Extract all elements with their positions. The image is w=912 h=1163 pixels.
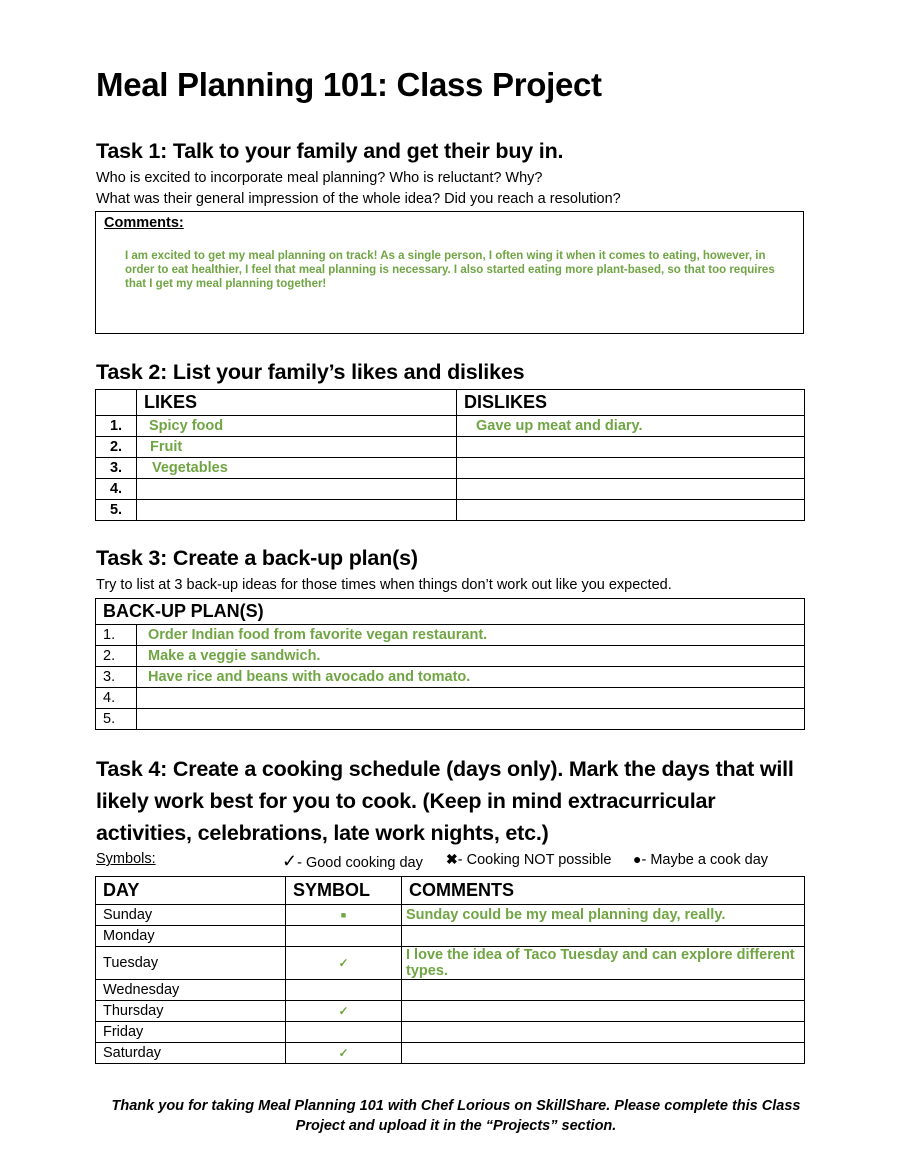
like-cell: Fruit (137, 437, 457, 458)
plan-cell: Have rice and beans with avocado and tomato. (137, 667, 805, 688)
table-row (96, 437, 805, 458)
cross-icon: ✖ (446, 851, 458, 867)
symbol-cell (286, 1022, 402, 1043)
backup-plans-table (95, 598, 805, 730)
comments-label: Comments: (104, 215, 184, 231)
task4-heading: Task 4: Create a cooking schedule (days only). Mark the days that will likely work best for you to cook. (Keep in mind extracurricular activities, celebrations, late work nights, etc.) (96, 757, 794, 845)
table-row (96, 709, 805, 730)
header-day: DAY (96, 877, 286, 905)
table-row (96, 1022, 805, 1043)
legend-maybe-text: - Maybe a cook day (641, 852, 769, 868)
plan-cell: Make a veggie sandwich. (137, 646, 805, 667)
dislike-cell (457, 500, 805, 521)
footer-note: Thank you for taking Meal Planning 101 with Chef Lorious on SkillShare. Please complete this Class Project and upload it in the “Projects” section. (111, 1098, 801, 1134)
legend-good-text: - Good cooking day (297, 855, 423, 871)
comment-cell: Sunday could be my meal planning day, really. (402, 905, 805, 926)
symbol-cell: ✓ (286, 1001, 402, 1022)
table-row (96, 416, 805, 437)
row-number: 3. (96, 458, 137, 479)
dislike-cell: Gave up meat and diary. (457, 416, 805, 437)
symbol-cell: ✓ (286, 947, 402, 980)
like-cell: Vegetables (137, 458, 457, 479)
table-header-row (96, 390, 805, 416)
header-comments: COMMENTS (402, 877, 805, 905)
task3-instruction: Try to list at 3 back-up ideas for those times when things don’t work out like you expected. (96, 577, 672, 593)
legend-not (446, 851, 611, 868)
comment-cell (402, 1043, 805, 1064)
day-cell: Sunday (96, 905, 286, 926)
table-row (96, 1001, 805, 1022)
table-row (96, 667, 805, 688)
dislike-cell (457, 458, 805, 479)
like-cell (137, 479, 457, 500)
task1-comments-box (95, 211, 804, 334)
row-number: 5. (96, 500, 137, 521)
symbols-label: Symbols: (96, 851, 156, 867)
header-num-cell (96, 390, 137, 416)
row-number: 3. (96, 667, 137, 688)
header-dislikes: DISLIKES (457, 390, 805, 416)
table-row (96, 688, 805, 709)
comment-cell: I love the idea of Taco Tuesday and can explore different types. (402, 947, 805, 980)
table-row (96, 947, 805, 980)
header-likes: LIKES (137, 390, 457, 416)
plan-cell (137, 688, 805, 709)
comment-cell (402, 980, 805, 1001)
day-cell: Tuesday (96, 947, 286, 980)
row-number: 4. (96, 688, 137, 709)
legend-not-text: - Cooking NOT possible (457, 852, 612, 868)
row-number: 5. (96, 709, 137, 730)
day-cell: Thursday (96, 1001, 286, 1022)
like-cell (137, 500, 457, 521)
header-backup-plans: BACK-UP PLAN(S) (96, 599, 805, 625)
task1-heading: Task 1: Talk to your family and get their buy in. (96, 139, 564, 163)
table-header-row (96, 877, 805, 905)
comment-cell (402, 1001, 805, 1022)
row-number: 4. (96, 479, 137, 500)
checkmark-icon: ✓ (282, 851, 298, 871)
legend-maybe (633, 851, 768, 868)
likes-dislikes-table (95, 389, 805, 521)
row-number: 2. (96, 437, 137, 458)
table-row (96, 625, 805, 646)
day-cell: Saturday (96, 1043, 286, 1064)
symbol-cell: ✓ (286, 1043, 402, 1064)
header-symbol: SYMBOL (286, 877, 402, 905)
table-row (96, 1043, 805, 1064)
symbol-cell: ■ (286, 905, 402, 926)
plan-cell (137, 709, 805, 730)
table-row (96, 646, 805, 667)
comments-text: I am excited to get my meal planning on track! As a single person, I often wing it when it comes to eating, however, in order to eat healthier, I feel that meal planning is necessary. I also started eating more plant-based, so that too requires that I get my meal planning together! (125, 250, 775, 290)
task1-question-2: What was their general impression of the whole idea? Did you reach a resolution? (96, 191, 621, 207)
task3-heading: Task 3: Create a back-up plan(s) (96, 546, 418, 570)
plan-cell: Order Indian food from favorite vegan restaurant. (137, 625, 805, 646)
day-cell: Friday (96, 1022, 286, 1043)
dislike-cell (457, 479, 805, 500)
table-row (96, 926, 805, 947)
table-row (96, 458, 805, 479)
table-header-row (96, 599, 805, 625)
cooking-schedule-table (95, 876, 805, 1064)
table-row (96, 479, 805, 500)
day-cell: Monday (96, 926, 286, 947)
row-number: 2. (96, 646, 137, 667)
table-row (96, 500, 805, 521)
day-cell: Wednesday (96, 980, 286, 1001)
table-row (96, 905, 805, 926)
task1-question-1: Who is excited to incorporate meal planning? Who is reluctant? Why? (96, 170, 543, 186)
legend-good (282, 851, 423, 872)
row-number: 1. (96, 416, 137, 437)
dislike-cell (457, 437, 805, 458)
comment-cell (402, 926, 805, 947)
task2-heading: Task 2: List your family’s likes and dislikes (96, 360, 525, 384)
like-cell: Spicy food (137, 416, 457, 437)
symbol-cell (286, 926, 402, 947)
bullet-icon: ● (633, 851, 642, 867)
comment-cell (402, 1022, 805, 1043)
symbol-cell (286, 980, 402, 1001)
table-row (96, 980, 805, 1001)
row-number: 1. (96, 625, 137, 646)
page-title: Meal Planning 101: Class Project (96, 66, 602, 103)
